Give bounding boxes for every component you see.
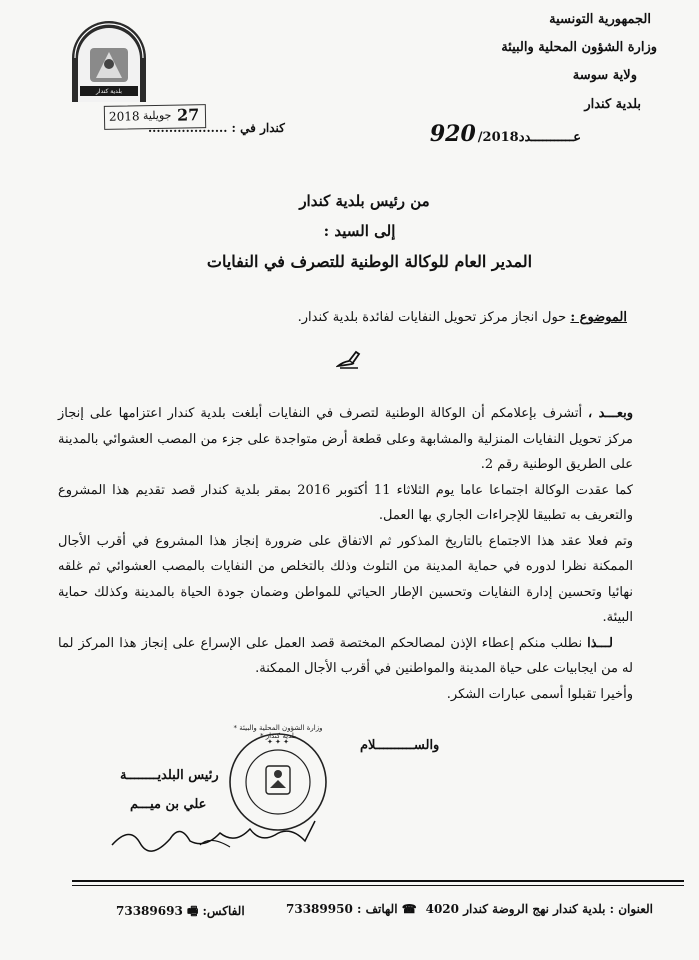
date-stamp-day: 27 [176, 105, 200, 125]
date-stamp-year: 2018 [108, 109, 140, 124]
closing-salutation: والســــــــــلام [360, 738, 440, 753]
body-paragraph-3: وتم فعلا عقد هذا الاجتماع بالتاريخ المذكور ثم الاتفاق على ضرورة إنجاز هذا المشروع في أقرب الأجال الممكنة نظرا لدوره في حماية المدينة من التلوث وذلك بالتخلص من النفايات بالمصب العشوائي ثم غلقه نهائيا وتحسين إدارة النفايات وتحسين الإطار الحياتي للمواطن وضمان جودة الحياة بالمدينة وكذلك حماية البيئة. [58, 533, 633, 625]
header-ministry: وزارة الشؤون المحلية والبيئة [501, 40, 657, 55]
body-opening: وبعـــد ، [588, 406, 634, 421]
header-municipality: بلدية كندار [584, 97, 641, 112]
footer-phone-label: الهاتف : [356, 902, 398, 916]
signatory-name: علي بن ميـــم [130, 797, 207, 812]
writing-hand-icon [336, 350, 362, 370]
body-paragraph-1 [58, 401, 633, 478]
reference-year: /2018 [477, 130, 519, 145]
date-stamp-month: جويلية [142, 108, 172, 123]
subject-line [298, 310, 627, 325]
fax-icon: 🖷 [186, 904, 199, 918]
phone-icon: ☎ [401, 902, 417, 916]
body-paragraph-4 [58, 631, 633, 682]
reference-handwritten-number: 920 [429, 121, 476, 147]
recipient-title: المدير العام للوكالة الوطنية للتصرف في النفايات [206, 252, 533, 271]
footer-rule-bottom [72, 885, 684, 886]
body-request-lead: لـــذا [587, 635, 613, 651]
svg-text:✦ ✦ ✦: ✦ ✦ ✦ [266, 738, 290, 746]
signatory-title: رئيس البلديــــــــة [120, 768, 219, 783]
subject-label: الموضوع : [570, 310, 627, 325]
footer-fax [116, 902, 245, 923]
footer-address: العنوان : بلدية كندار نهج الروضة كندار 4020 [425, 902, 653, 916]
footer-phone [286, 902, 417, 916]
header-governorate: ولاية سوسة [572, 68, 637, 83]
body-paragraph-5: وأخيرا تقبلوا أسمى عبارات الشكر. [446, 686, 633, 702]
recipient-label: إلى السيد : [323, 222, 396, 240]
footer-phone-number: 73389950 [286, 902, 353, 916]
body-paragraph-2: كما عقدت الوكالة اجتماعا عاما يوم الثلاثاء 11 أكتوبر 2016 بمقر بلدية كندار قصد تقديم هذا المشروع والتعريف به تطبيقا للإجراءات الجاري بها العمل. [58, 482, 633, 523]
body-paragraph-4-text: نطلب منكم إعطاء الإذن لمصالحكم المختصة قصد العمل على الإسراع على إنجاز هذا المركز لما له من ايجابيات على حياة المدينة والمواطنين في أقرب الأجال الممكنة. [58, 635, 633, 676]
place-date-label: كندار في : ................... [148, 121, 285, 135]
footer-fax-number: 73389693 [116, 904, 183, 918]
body-paragraph-1-text: أتشرف بإعلامكم أن الوكالة الوطنية لتصرف في النفايات أبلغت بلدية كندار اعتزامها على إنجاز مركز تحويل النفايات المنزلية والمشابهة وعلى قطعة أرض متواجدة على جزء من المصب العشوائي بالمدينة على الطريق الوطنية رقم 2. [58, 406, 633, 472]
footer-rule-top [72, 880, 684, 882]
reference-number [428, 121, 581, 147]
reference-prefix: عـــــــــــدد [518, 130, 581, 145]
handwritten-signature [110, 815, 320, 855]
subject-text: حول انجاز مركز تحويل النفايات لفائدة بلدية كندار. [297, 310, 567, 325]
header-country: الجمهورية التونسية [549, 12, 651, 27]
footer-fax-label: الفاكس: [202, 904, 245, 918]
logo-caption: بلدية كندار [96, 88, 122, 95]
sender-line: من رئيس بلدية كندار [299, 192, 430, 210]
seal-text: وزارة الشؤون المحلية والبيئة * بلدية كندار * [233, 724, 323, 740]
letter-body [58, 401, 633, 707]
